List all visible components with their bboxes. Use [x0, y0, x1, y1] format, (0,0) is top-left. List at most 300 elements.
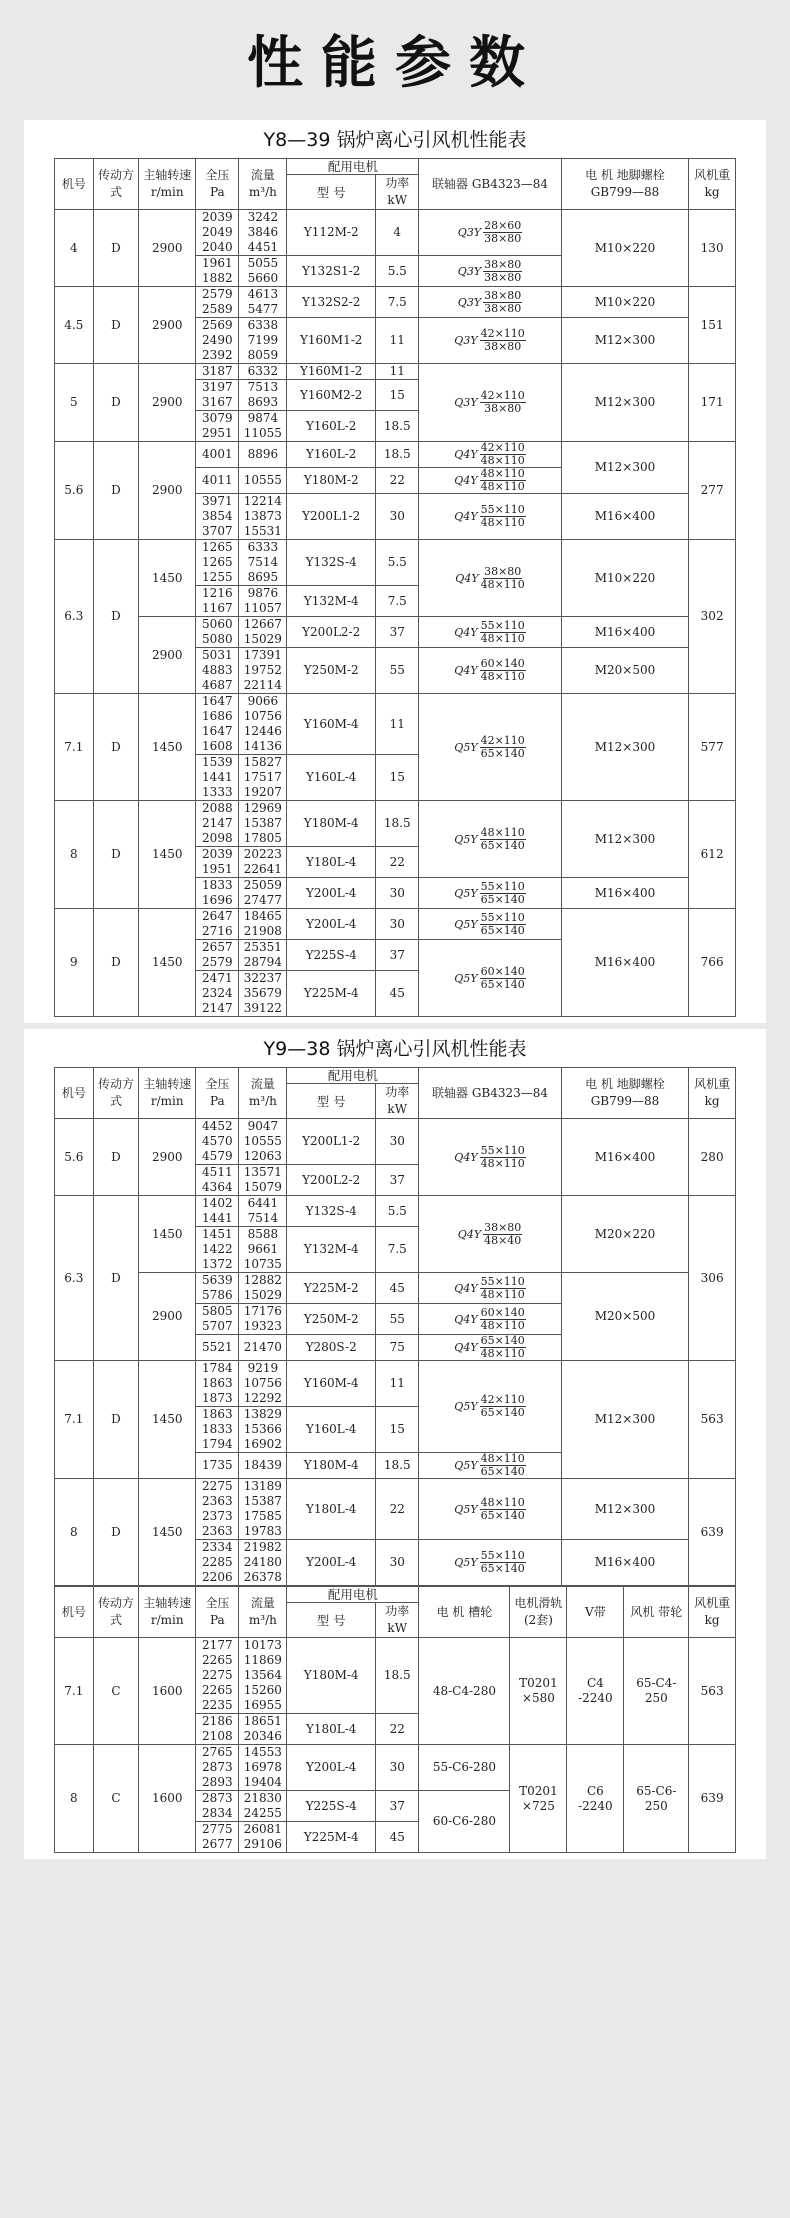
cell-line: 15387: [243, 1494, 282, 1508]
header-power: 功率 kW: [376, 1603, 419, 1638]
pressure-cell: [196, 1479, 239, 1540]
header-weight: 风机重 kg: [689, 1068, 736, 1119]
motor-model-cell: Y132S1-2: [287, 256, 376, 287]
cell-line: 3197: [202, 380, 233, 394]
flow-cell: [239, 1714, 287, 1745]
table-body-c-drive: [55, 1638, 736, 1853]
header-speed: 主轴转速 r/min: [139, 1587, 196, 1638]
pressure-cell: [196, 1119, 239, 1165]
pressure-cell: [196, 648, 239, 694]
drive-type-cell: D: [93, 210, 139, 287]
cell-line: 11055: [243, 426, 282, 440]
header-fan-pulley: 风机 带轮: [624, 1587, 689, 1638]
coupling-cell: [419, 256, 561, 287]
cell-line: 18651: [243, 1714, 282, 1728]
coupling-spec: [454, 1145, 526, 1170]
cell-line: 19752: [243, 663, 282, 677]
coupling-denominator: 48×110: [480, 1318, 525, 1332]
header-pressure: 全压 Pa: [196, 1587, 239, 1638]
page-title: 性能参数: [247, 31, 543, 96]
cell-line: 2206: [202, 1570, 233, 1584]
motor-power-cell: 37: [376, 1791, 419, 1822]
cell-line: 6338: [247, 318, 279, 332]
motor-power-cell: 45: [376, 971, 419, 1017]
flow-cell: [239, 847, 287, 878]
cell-line: 1255: [202, 570, 233, 584]
motor-model-cell: Y132S-4: [287, 540, 376, 586]
cell-line: 25351: [243, 940, 282, 954]
motor-power-cell: 15: [376, 1407, 419, 1453]
coupling-denominator: 65×140: [480, 1562, 525, 1575]
header-fan-no: 机号: [55, 1587, 94, 1638]
coupling-denominator: 38×80: [484, 232, 522, 245]
cell-line: 2579: [202, 955, 233, 969]
flow-cell: [239, 1745, 287, 1791]
motor-power-cell: 45: [376, 1822, 419, 1853]
cell-line: 5707: [202, 1319, 233, 1333]
cell-line: 1422: [202, 1242, 233, 1256]
cell-line: 9876: [247, 586, 279, 600]
motor-model-cell: Y225S-4: [287, 1791, 376, 1822]
cell-line: 1794: [202, 1437, 233, 1451]
cell-line: 17805: [243, 831, 282, 845]
cell-line: 4451: [247, 240, 279, 254]
flow-cell: [239, 1453, 287, 1479]
flow-cell: [239, 210, 287, 256]
coupling-prefix: Q4Y: [454, 448, 478, 461]
cell-line: 6332: [247, 364, 279, 378]
pressure-cell: [196, 1745, 239, 1791]
coupling-cell: [419, 468, 561, 494]
motor-model-cell: Y280S-2: [287, 1335, 376, 1361]
coupling-prefix: Q3Y: [454, 334, 478, 347]
motor-power-cell: 7.5: [376, 287, 419, 318]
motor-power-cell: 18.5: [376, 1638, 419, 1714]
coupling-fraction: [481, 566, 525, 591]
motor-power-cell: 11: [376, 1361, 419, 1407]
cell-line: 24180: [243, 1555, 282, 1569]
cell-line: 2834: [202, 1806, 233, 1820]
flow-cell: [239, 1273, 287, 1304]
cell-line: 10756: [243, 709, 282, 723]
speed-cell: 2900: [139, 617, 196, 694]
coupling-fraction: [480, 827, 526, 852]
pressure-cell: [196, 442, 239, 468]
coupling-prefix: Q3Y: [457, 226, 482, 239]
flow-cell: [239, 442, 287, 468]
pressure-cell: [196, 1273, 239, 1304]
coupling-fraction: [480, 504, 526, 529]
coupling-cell: [419, 1196, 561, 1273]
pressure-cell: [196, 1304, 239, 1335]
motor-power-cell: 37: [376, 1165, 419, 1196]
flow-cell: [239, 468, 287, 494]
pressure-cell: [196, 468, 239, 494]
cell-line: 2873: [202, 1760, 233, 1774]
coupling-prefix: Q5Y: [454, 1400, 478, 1413]
cell-line: 21908: [243, 924, 282, 938]
coupling-denominator: 48×110: [480, 1347, 525, 1360]
motor-model-cell: Y200L2-2: [287, 617, 376, 648]
cell-line: 1863: [202, 1407, 233, 1421]
coupling-fraction: [480, 1335, 526, 1360]
cell-line: 2177: [202, 1638, 233, 1652]
cell-line: 2265: [202, 1683, 233, 1697]
cell-line: 7514: [247, 1211, 279, 1225]
coupling-spec: [454, 827, 526, 852]
speed-cell: 2900: [139, 1119, 196, 1196]
motor-power-cell: 37: [376, 617, 419, 648]
flow-cell: [239, 755, 287, 801]
coupling-spec: [454, 966, 526, 991]
speed-cell: 1450: [139, 540, 196, 617]
header-model: 型 号: [287, 1603, 376, 1638]
coupling-numerator: 55×110: [480, 1274, 525, 1288]
pressure-cell: [196, 540, 239, 586]
cell-line: 9047: [247, 1119, 279, 1133]
pressure-cell: [196, 1714, 239, 1745]
coupling-denominator: 65×140: [480, 977, 525, 991]
table-body-y9-38: [55, 1119, 736, 1586]
coupling-fraction: [480, 1497, 526, 1522]
coupling-denominator: 65×140: [480, 1465, 525, 1478]
cell-line: 16978: [243, 1760, 282, 1774]
cell-line: 4452: [202, 1119, 233, 1133]
fan-weight-cell: 639: [689, 1479, 736, 1586]
cell-line: 15387: [243, 816, 282, 830]
flow-cell: [239, 909, 287, 940]
table-row: [55, 909, 736, 940]
coupling-fraction: [480, 442, 526, 467]
cell-line: 2716: [202, 924, 233, 938]
cell-line: 3707: [202, 524, 233, 538]
cell-line: 13564: [243, 1668, 282, 1682]
coupling-spec: [454, 912, 526, 937]
cell-line: 21470: [243, 1340, 282, 1354]
speed-cell: 1450: [139, 1479, 196, 1586]
table-row: [55, 1273, 736, 1304]
coupling-spec: [454, 1394, 526, 1419]
cell-line: 15827: [243, 755, 282, 769]
coupling-cell: [419, 648, 561, 694]
cell-line: 2775: [202, 1822, 233, 1836]
anchor-bolt-cell: M12×300: [561, 694, 689, 801]
cell-line: 4511: [202, 1165, 233, 1179]
pressure-cell: [196, 1822, 239, 1853]
motor-power-cell: 30: [376, 494, 419, 540]
coupling-fraction: [480, 1307, 526, 1332]
cell-line: 1686: [202, 709, 233, 723]
coupling-fraction: [480, 390, 526, 415]
anchor-bolt-cell: M20×220: [561, 1196, 689, 1273]
table-row: [55, 1638, 736, 1714]
cell-line: 17585: [243, 1509, 282, 1523]
motor-power-cell: 18.5: [376, 411, 419, 442]
pressure-cell: [196, 318, 239, 364]
cell-line: 2285: [202, 1555, 233, 1569]
cell-line: 2265: [202, 1653, 233, 1667]
cell-line: 2147: [202, 1001, 233, 1015]
fan-number-cell: 7.1: [55, 694, 94, 801]
cell-line: 16955: [243, 1698, 282, 1712]
anchor-bolt-cell: M16×400: [561, 909, 689, 1017]
pressure-cell: [196, 1638, 239, 1714]
v-belt-cell: C6 -2240: [567, 1745, 624, 1853]
flow-cell: [239, 1335, 287, 1361]
cell-line: 3242: [247, 210, 279, 224]
motor-model-cell: Y160M-4: [287, 1361, 376, 1407]
motor-model-cell: Y180L-4: [287, 1479, 376, 1540]
coupling-denominator: 65×140: [480, 746, 525, 760]
table-row: [55, 1745, 736, 1791]
coupling-numerator: 55×110: [480, 1549, 525, 1562]
coupling-prefix: Q3Y: [457, 264, 482, 278]
header-pressure: 全压 Pa: [196, 1068, 239, 1119]
coupling-spec: [454, 328, 526, 353]
motor-model-cell: Y180L-4: [287, 1714, 376, 1745]
coupling-spec: [454, 1497, 526, 1522]
pressure-cell: [196, 287, 239, 318]
coupling-denominator: 65×140: [480, 838, 525, 852]
coupling-denominator: 48×110: [480, 1156, 525, 1170]
coupling-spec: [454, 1307, 526, 1332]
cell-line: 19323: [243, 1319, 282, 1333]
coupling-denominator: 65×140: [480, 892, 525, 906]
pressure-cell: [196, 940, 239, 971]
coupling-numerator: 42×110: [480, 389, 525, 402]
cell-line: 5060: [202, 617, 233, 631]
cell-line: 8695: [247, 570, 279, 584]
cell-line: 2677: [202, 1837, 233, 1851]
cell-line: 1882: [202, 271, 233, 285]
cell-line: 20346: [243, 1729, 282, 1743]
fan-weight-cell: 277: [689, 442, 736, 540]
coupling-fraction: [480, 1145, 526, 1170]
cell-line: 5805: [202, 1304, 233, 1318]
motor-power-cell: 5.5: [376, 1196, 419, 1227]
cell-line: 19404: [243, 1775, 282, 1789]
coupling-cell: [419, 1304, 561, 1335]
fan-weight-cell: 151: [689, 287, 736, 364]
coupling-fraction: [480, 735, 526, 760]
motor-model-cell: Y200L-4: [287, 878, 376, 909]
coupling-cell: [419, 318, 561, 364]
flow-cell: [239, 878, 287, 909]
drive-type-cell: D: [93, 540, 139, 694]
coupling-denominator: 38×80: [484, 270, 522, 284]
cell-line: 9661: [247, 1242, 279, 1256]
table-title-y9-38: Y9—38 锅炉离心引风机性能表: [263, 1038, 527, 1060]
cell-line: 16902: [243, 1437, 282, 1451]
coupling-numerator: 48×110: [480, 825, 525, 839]
cell-line: 2893: [202, 1775, 233, 1789]
coupling-fraction: [480, 620, 526, 645]
drive-type-cell: D: [93, 801, 139, 909]
pressure-cell: [196, 1453, 239, 1479]
header-anchor-bolt: 电 机 地脚螺栓 GB799—88: [561, 159, 689, 210]
motor-power-cell: 22: [376, 1714, 419, 1745]
motor-power-cell: 30: [376, 1540, 419, 1586]
cell-line: 2373: [202, 1509, 233, 1523]
coupling-fraction: [483, 259, 522, 284]
pressure-cell: [196, 494, 239, 540]
cell-line: 17517: [243, 770, 282, 784]
flow-cell: [239, 494, 287, 540]
header-motor: 配用电机: [287, 1587, 419, 1603]
anchor-bolt-cell: M16×400: [561, 494, 689, 540]
fan-weight-cell: 612: [689, 801, 736, 909]
drive-type-cell: D: [93, 1119, 139, 1196]
cell-line: 12446: [243, 724, 282, 738]
cell-line: 2049: [202, 225, 233, 239]
coupling-cell: [419, 442, 561, 468]
anchor-bolt-cell: M12×300: [561, 442, 689, 494]
cell-line: 32237: [243, 971, 282, 985]
pressure-cell: [196, 411, 239, 442]
performance-table-c-drive: [54, 1586, 736, 1853]
pressure-cell: [196, 364, 239, 380]
motor-model-cell: Y225S-4: [287, 940, 376, 971]
motor-power-cell: 22: [376, 1479, 419, 1540]
motor-model-cell: Y180M-4: [287, 1453, 376, 1479]
cell-line: 22641: [243, 862, 282, 876]
flow-cell: [239, 411, 287, 442]
header-weight: 风机重 kg: [689, 159, 736, 210]
motor-pulley-cell: 55-C6-280: [419, 1745, 510, 1791]
motor-power-cell: 4: [376, 210, 419, 256]
flow-cell: [239, 586, 287, 617]
coupling-fraction: [480, 966, 526, 991]
cell-line: 3187: [202, 364, 233, 378]
anchor-bolt-cell: M10×220: [561, 210, 689, 287]
coupling-denominator: 48×110: [480, 670, 525, 683]
coupling-cell: [419, 1479, 561, 1540]
cell-line: 8059: [247, 348, 279, 362]
table-row: [55, 364, 736, 380]
motor-power-cell: 5.5: [376, 256, 419, 287]
pressure-cell: [196, 1540, 239, 1586]
cell-line: 14553: [243, 1745, 282, 1759]
speed-cell: 2900: [139, 210, 196, 287]
cell-line: 2186: [202, 1714, 233, 1728]
header-motor: 配用电机: [287, 1068, 419, 1084]
coupling-cell: [419, 1453, 561, 1479]
cell-line: 2647: [202, 909, 233, 923]
cell-line: 2147: [202, 816, 233, 830]
cell-line: 9066: [247, 694, 279, 708]
coupling-prefix: Q5Y: [454, 886, 478, 900]
table-row: [55, 287, 736, 318]
motor-model-cell: Y200L-4: [287, 1540, 376, 1586]
speed-cell: 1600: [139, 1638, 196, 1745]
drive-type-cell: D: [93, 364, 139, 442]
cell-line: 10756: [243, 1376, 282, 1390]
coupling-spec: [454, 1550, 526, 1575]
coupling-numerator: 60×140: [480, 964, 525, 978]
cell-line: 5055: [247, 256, 279, 270]
motor-power-cell: 7.5: [376, 586, 419, 617]
coupling-prefix: Q5Y: [454, 917, 478, 931]
speed-cell: 1450: [139, 1196, 196, 1273]
pressure-cell: [196, 909, 239, 940]
pressure-cell: [196, 210, 239, 256]
flow-cell: [239, 1479, 287, 1540]
coupling-denominator: 48×40: [484, 1233, 522, 1247]
motor-power-cell: 75: [376, 1335, 419, 1361]
cell-line: 14136: [243, 739, 282, 753]
table-row: [55, 1196, 736, 1227]
coupling-numerator: 42×110: [480, 1393, 525, 1406]
flow-cell: [239, 1540, 287, 1586]
cell-line: 2088: [202, 801, 233, 815]
anchor-bolt-cell: M10×220: [561, 540, 689, 617]
anchor-bolt-cell: M12×300: [561, 1479, 689, 1540]
cell-line: 2235: [202, 1698, 233, 1712]
pressure-cell: [196, 1165, 239, 1196]
speed-cell: 1450: [139, 801, 196, 909]
motor-pulley-cell: 60-C6-280: [419, 1791, 510, 1853]
flow-cell: [239, 801, 287, 847]
coupling-fraction: [483, 220, 522, 245]
cell-line: 15079: [243, 1180, 282, 1194]
flow-cell: [239, 1361, 287, 1407]
cell-line: 12214: [243, 494, 282, 508]
coupling-denominator: 48×110: [480, 577, 525, 591]
fan-pulley-cell: 65-C6- 250: [624, 1745, 689, 1853]
coupling-fraction: [480, 1394, 526, 1419]
cell-line: 2275: [202, 1479, 233, 1493]
coupling-numerator: 38×80: [484, 1220, 522, 1234]
table-row: [55, 617, 736, 648]
motor-model-cell: Y160L-2: [287, 411, 376, 442]
motor-model-cell: Y200L1-2: [287, 1119, 376, 1165]
header-fan-no: 机号: [55, 1068, 94, 1119]
coupling-numerator: 48×110: [480, 467, 525, 480]
header-coupling: 联轴器 GB4323—84: [419, 159, 561, 210]
flow-cell: [239, 1791, 287, 1822]
cell-line: 2324: [202, 986, 233, 1000]
fan-weight-cell: 171: [689, 364, 736, 442]
cell-line: 20223: [243, 847, 282, 861]
coupling-spec: [454, 1276, 526, 1301]
flow-cell: [239, 1196, 287, 1227]
coupling-prefix: Q4Y: [454, 1150, 478, 1164]
drive-type-cell: D: [93, 1479, 139, 1586]
coupling-numerator: 55×110: [480, 618, 525, 632]
coupling-denominator: 38×80: [484, 402, 522, 415]
cell-line: 1608: [202, 739, 233, 753]
motor-rail-cell: T0201 ×725: [510, 1745, 567, 1853]
coupling-cell: [419, 1119, 561, 1196]
pressure-cell: [196, 256, 239, 287]
cell-line: 5660: [247, 271, 279, 285]
coupling-prefix: Q5Y: [454, 740, 478, 754]
coupling-cell: [419, 1273, 561, 1304]
coupling-denominator: 65×140: [480, 923, 525, 937]
motor-model-cell: Y160L-4: [287, 755, 376, 801]
motor-rail-cell: T0201 ×580: [510, 1638, 567, 1745]
fan-weight-cell: 577: [689, 694, 736, 801]
cell-line: 11057: [243, 601, 282, 615]
coupling-denominator: 48×110: [480, 516, 525, 529]
motor-model-cell: Y132M-4: [287, 586, 376, 617]
cell-line: 1735: [202, 1458, 233, 1472]
motor-power-cell: 55: [376, 648, 419, 694]
cell-line: 1451: [202, 1227, 233, 1241]
coupling-denominator: 48×110: [480, 631, 525, 645]
header-drive: 传动方式: [93, 1587, 139, 1638]
motor-model-cell: Y180M-4: [287, 1638, 376, 1714]
